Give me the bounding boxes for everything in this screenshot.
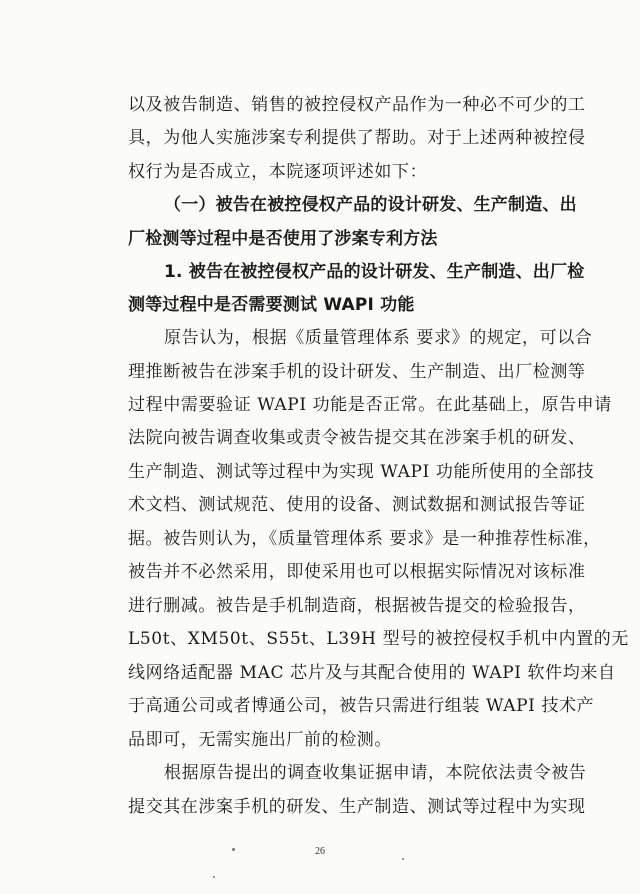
body-text-line: 于高通公司或者博通公司，被告只需进行组装 WAPI 技术产 <box>128 696 595 716</box>
scan-speck <box>213 876 215 878</box>
body-text-line: L50t、XM50t、S55t、L39H 型号的被控侵权手机中内置的无 <box>128 629 629 649</box>
body-text-line: 品即可，无需实施出厂前的检测。 <box>128 730 392 750</box>
body-text-line: 提交其在涉案手机的研发、生产制造、测试等过程中为实现 <box>128 797 586 817</box>
section-heading-line: 厂检测等过程中是否使用了涉案专利方法 <box>128 229 438 249</box>
body-text-line: 据。被告则认为，《质量管理体系 要求》是一种推荐性标准， <box>128 529 601 549</box>
scan-speck <box>402 858 404 860</box>
body-text-line: 以及被告制造、销售的被控侵权产品作为一种必不可少的工 <box>128 95 586 115</box>
body-text-line: 术文档、测试规范、使用的设备、测试数据和测试报告等证 <box>128 495 586 515</box>
subsection-heading-line: 测等过程中是否需要测试 WAPI 功能 <box>128 295 415 315</box>
body-text-line: 具，为他人实施涉案专利提供了帮助。对于上述两种被控侵 <box>128 128 586 148</box>
body-text-line: 被告并不必然采用，即使采用也可以根据实际情况对该标准 <box>128 562 586 582</box>
body-text-line: 权行为是否成立，本院逐项评述如下： <box>128 162 428 182</box>
scan-speck <box>232 848 235 851</box>
body-text-line: 法院向被告调查收集或责令被告提交其在涉案手机的研发、 <box>128 428 586 448</box>
section-heading-line: （一）被告在被控侵权产品的设计研发、生产制造、出 <box>164 195 577 215</box>
page-number: 26 <box>315 846 325 857</box>
body-text-line: 生产制造、测试等过程中为实现 WAPI 功能所使用的全部技 <box>128 462 595 482</box>
subsection-heading-line: 1. 被告在被控侵权产品的设计研发、生产制造、出厂检 <box>164 262 585 282</box>
body-text-line: 理推断被告在涉案手机的设计研发、生产制造、出厂检测等 <box>128 362 586 382</box>
body-text-line: 原告认为，根据《质量管理体系 要求》的规定，可以合 <box>164 328 593 348</box>
body-text-line: 进行删减。被告是手机制造商，根据被告提交的检验报告， <box>128 596 586 616</box>
body-text-line: 线网络适配器 MAC 芯片及与其配合使用的 WAPI 软件均来自 <box>128 663 616 683</box>
body-text-line: 根据原告提出的调查收集证据申请，本院依法责令被告 <box>164 763 587 783</box>
body-text-line: 过程中需要验证 WAPI 功能是否正常。在此基础上，原告申请 <box>128 395 612 415</box>
